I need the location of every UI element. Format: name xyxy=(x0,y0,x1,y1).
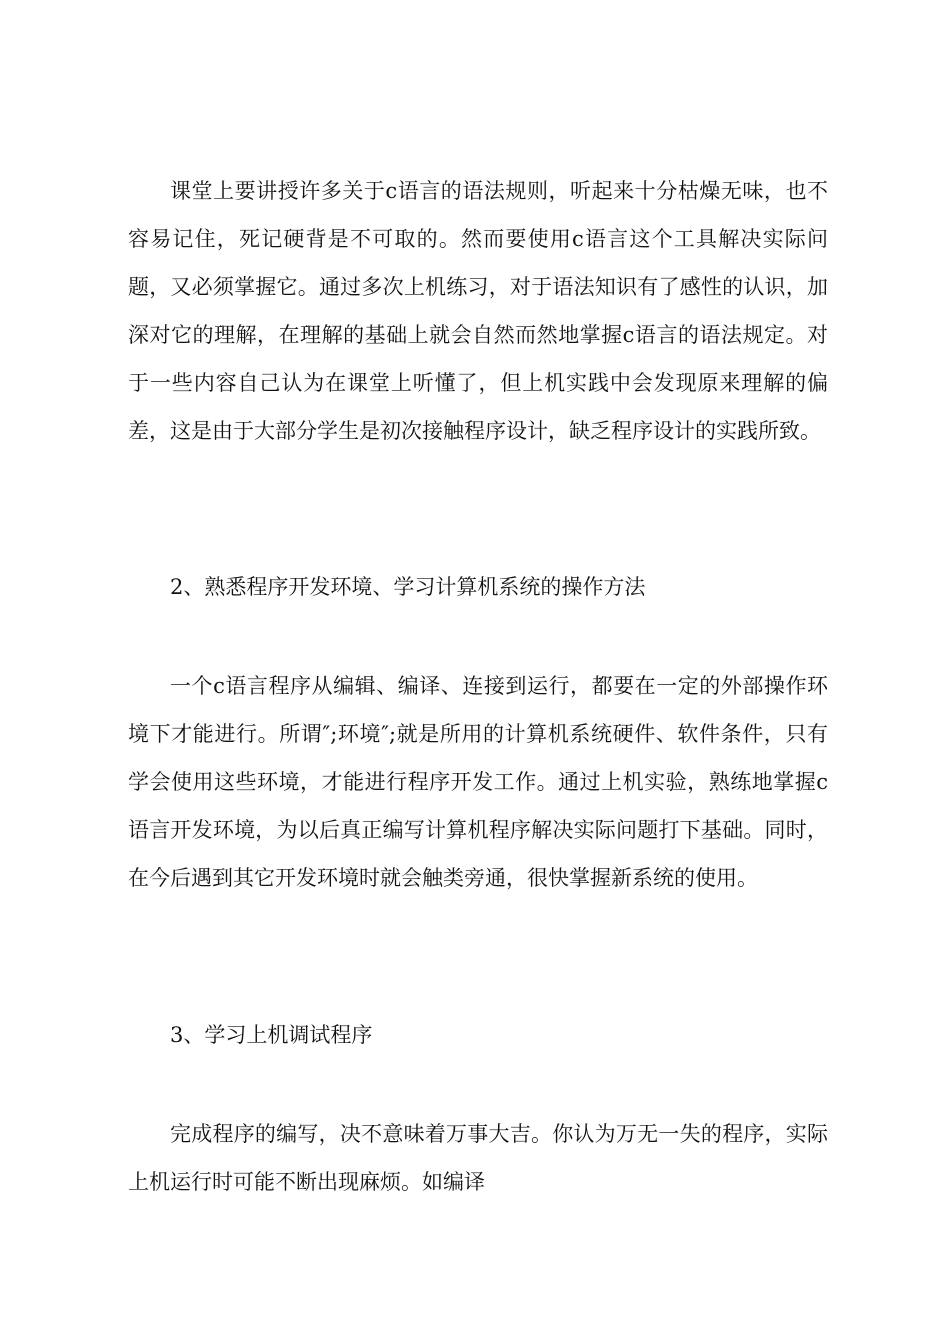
body-paragraph: 课堂上要讲授许多关于c语言的语法规则，听起来十分枯燥无味，也不容易记住，死记硬背是不可取的。然而要使用c语言这个工具解决实际问题，又必须掌握它。通过多次上机练习，对于语法知识有了感性的认识，加深对它的理解，在理解的基础上就会自然而然地掌握c语言的语法规定。对于一些内容自己认为在课堂上听懂了，但上机实践中会发现原来理解的偏差，这是由于大部分学生是初次接触程序设计，缺乏程序设计的实践所致。 xyxy=(128,179,828,443)
section-heading: 2、熟悉程序开发环境、学习计算机系统的操作方法 xyxy=(170,575,646,599)
body-paragraph: 一个c语言程序从编辑、编译、连接到运行，都要在一定的外部操作环境下才能进行。所谓″;环境″;就是所用的计算机系统硬件、软件条件，只有学会使用这些环境，才能进行程序开发工作。通过上机实验，熟练地掌握c语言开发环境，为以后真正编写计算机程序解决实际问题打下基础。同时，在今后遇到其它开发环境时就会触类旁通，很快掌握新系统的使用。 xyxy=(128,674,828,890)
body-paragraph: 完成程序的编写，决不意味着万事大吉。你认为万无一失的程序，实际上机运行时可能不断出现麻烦。如编译 xyxy=(128,1122,828,1194)
section-heading: 3、学习上机调试程序 xyxy=(170,1023,373,1047)
